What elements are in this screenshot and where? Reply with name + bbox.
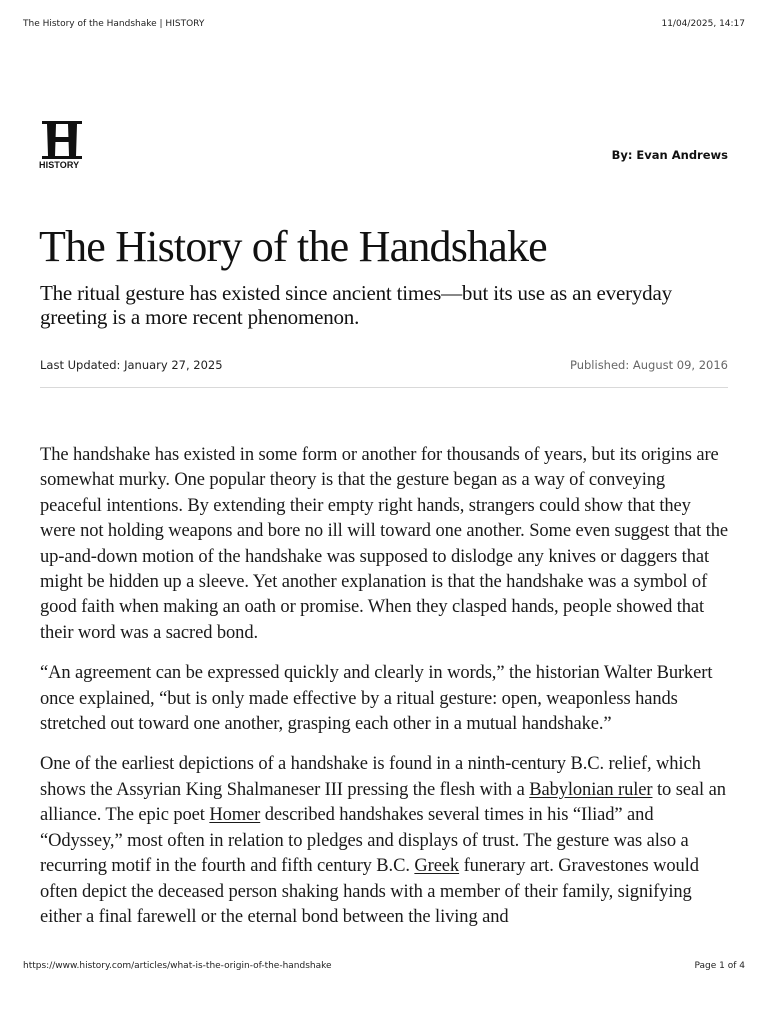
author-byline[interactable]: By: Evan Andrews (611, 148, 728, 162)
print-footer (23, 961, 745, 975)
history-wordmark: HISTORY (39, 160, 80, 170)
paragraph-text: described handshakes several times in his “Iliad” and “Odyssey,” most often in relation to pledges and displays of trust. The gesture was also a recurring motif in the fourth and fifth century B.C. (40, 805, 689, 877)
print-datetime: 11/04/2025, 14:17 (661, 19, 745, 29)
paragraph-text: to seal an alliance. The epic poet (40, 779, 726, 826)
greek-link[interactable]: Greek (414, 856, 460, 877)
published-date: Published: August 09, 2016 (569, 358, 728, 372)
history-logo[interactable] (39, 121, 85, 171)
homer-link[interactable]: Homer (209, 805, 261, 826)
last-updated-date: Last Updated: January 27, 2025 (40, 358, 223, 372)
paragraph-text: funerary art. Gravestones would often depict the deceased person shaking hands with a member of their family, signifying either a final farewell or the eternal bond between the living and (40, 856, 699, 927)
print-page-title: The History of the Handshake | HISTORY (23, 19, 205, 29)
article-subtitle: The ritual gesture has existed since ancient times—but its use as an everyday greeting is a more recent phenomenon. (40, 281, 672, 329)
article-paragraph (40, 752, 730, 928)
article-paragraph: The handshake has existed in some form or another for thousands of years, but its origins are somewhat murky. One popular theory is that the gesture began as a way of conveying peaceful intentions. By extending their empty right hands, strangers could show that they were not holding weapons and bore no ill will toward one another. Some even suggest that the up-and-down motion of the handshake was supposed to dislodge any knives or daggers that might be hidden up a sleeve. Yet another explanation is that the handshake was a symbol of good faith when making an oath or promise. When they clasped hands, people showed that their word was a sacred bond. (40, 445, 728, 643)
print-header (23, 19, 745, 33)
article-body (40, 443, 730, 928)
article-title: The History of the Handshake (39, 222, 547, 271)
header-divider (40, 387, 728, 388)
print-url: https://www.history.com/articles/what-is-the-origin-of-the-handshake (23, 961, 332, 971)
page-indicator: Page 1 of 4 (694, 961, 745, 971)
paragraph-text: One of the earliest depictions of a handshake is found in a ninth-century B.C. relief, which shows the Assyrian King Shalmaneser III pressing the flesh with a (40, 754, 701, 800)
history-h-icon (39, 121, 85, 159)
article-paragraph: “An agreement can be expressed quickly and clearly in words,” the historian Walter Burkert once explained, “but is only made effective by a ritual gesture: open, weaponless hands stretched out toward one another, grasping each other in a mutual handshake.” (40, 663, 713, 735)
babylonian-ruler-link[interactable]: Babylonian ruler (529, 779, 653, 800)
